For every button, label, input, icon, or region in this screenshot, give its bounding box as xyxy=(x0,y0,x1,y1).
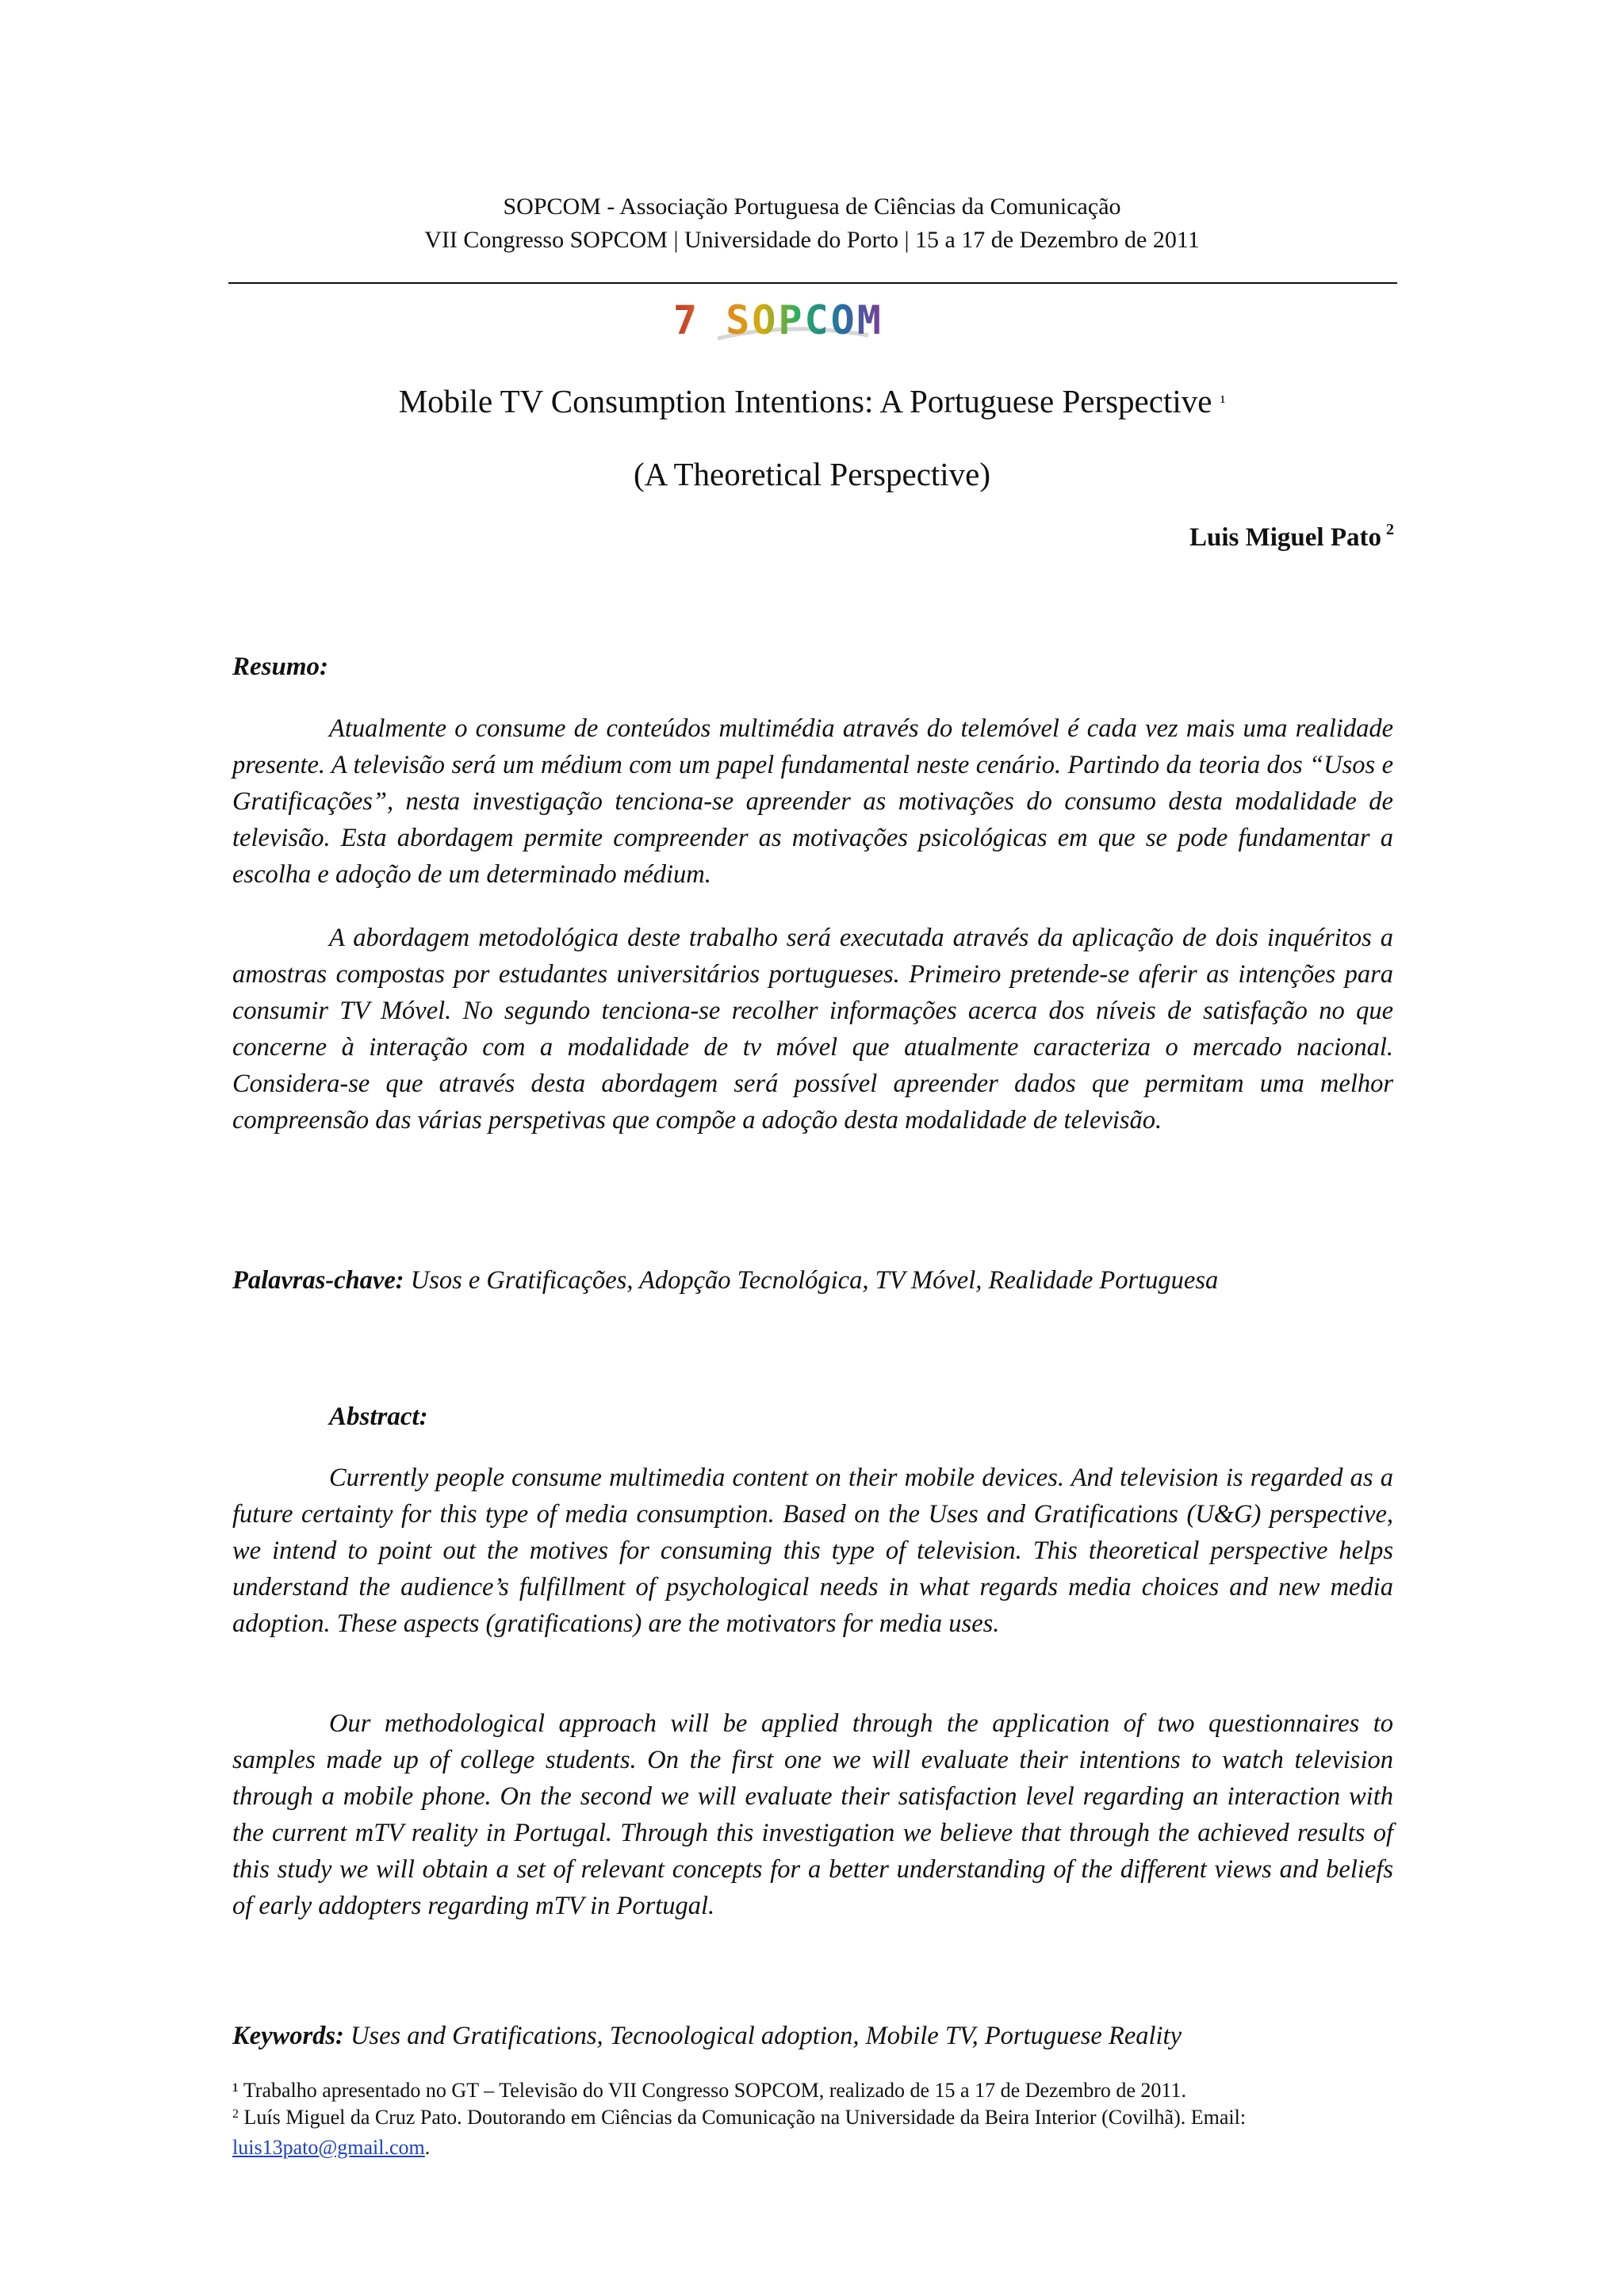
header-line-association: SOPCOM - Associação Portuguesa de Ciências da Comunicação xyxy=(503,193,1121,220)
abstract-keywords-text: Uses and Gratifications, Tecnoological adoption, Mobile TV, Portuguese Reality xyxy=(350,2022,1182,2050)
footnote-2-email-line xyxy=(232,2134,1393,2161)
resumo-paragraph-2: A abordagem metodológica deste trabalho será executada através da aplicação de dois inquéritos a amostras compostas por estudantes universitários portugueses. Primeiro pretende-se aferir as intenções para consumir TV Móvel. No segundo tenciona-se recolher informações acerca dos níveis de satisfação no que concerne à interação com a modalidade de tv móvel que atualmente caracteriza o mercado nacional. Considera-se que através desta abordagem será possível apreender dados que permitam uma melhor compreensão das várias perspetivas que compõe a adoção desta modalidade de televisão. xyxy=(232,924,1393,1135)
footnote-2-mark: 2 xyxy=(232,2107,239,2121)
abstract-keywords xyxy=(232,2018,1393,2054)
footnote-2-text: Luís Miguel da Cruz Pato. Doutorando em Ciências da Comunicação na Universidade da Beira Interior (Covilhã). Email: xyxy=(243,2106,1247,2129)
resumo-paragraph-1: Atualmente o consume de conteúdos multimédia através do telemóvel é cada vez mais uma realidade presente. A televisão será um médium com um papel fundamental neste cenário. Partindo da teoria dos “Usos e Gratificações”, nesta investigação tenciona-se apreender as motivações do consumo desta modalidade de televisão. Esta abordagem permite compreender as motivações psicológicas em que se pode fundamentar a escolha e adoção de um determinado médium. xyxy=(232,714,1393,889)
abstract-keywords-label: Keywords: xyxy=(232,2022,344,2050)
footnote-1-mark: ¹ xyxy=(232,2079,239,2102)
footnote-1-text: Trabalho apresentado no GT – Televisão do VII Congresso SOPCOM, realizado de 15 a 17 de Dezembro de 2011. xyxy=(243,2079,1186,2102)
author-footnote-mark: 2 xyxy=(1386,521,1394,538)
header-line-congress: VII Congresso SOPCOM | Universidade do Porto | 15 a 17 de Dezembro de 2011 xyxy=(424,227,1200,253)
resumo-keywords-text: Usos e Gratificações, Adopção Tecnológica, TV Móvel, Realidade Portuguesa xyxy=(410,1266,1219,1295)
logo-wordmark: 7 SOPCOM xyxy=(673,297,883,343)
author-line xyxy=(1189,520,1394,558)
abstract-paragraph-2: Our methodological approach will be applied through the application of two questionnaires to samples made up of college students. On the first one we will evaluate their intentions to watch television through a mobile phone. On the second we will evaluate their satisfaction level regarding an interaction with the current mTV reality in Portugal. Through this investigation we believe that through the achieved results of this study we will obtain a set of relevant concepts for a better understanding of the different views and beliefs of early addopters regarding mTV in Portugal. xyxy=(232,1709,1393,1920)
footnote-2-end: . xyxy=(424,2136,431,2159)
abstract-paragraph-1: Currently people consume multimedia content on their mobile devices. And television is regarded as a future certainty for this type of media consumption. Based on the Uses and Gratifications (U&G) perspective, we intend to point out the motives for consuming this type of television. This theoretical perspective helps understand the audience’s fulfillment of psychological needs in what regards media choices and new media adoption. These aspects (gratifications) are the motivators for media uses. xyxy=(232,1464,1393,1638)
resumo-keywords xyxy=(232,1262,1393,1299)
paper-title xyxy=(230,379,1394,429)
paper-title-text: Mobile TV Consumption Intentions: A Portuguese Perspective xyxy=(398,383,1212,419)
footnotes xyxy=(232,2077,1393,2161)
footnote-2 xyxy=(232,2104,1393,2134)
author-name: Luis Miguel Pato xyxy=(1189,523,1381,552)
footnote-1 xyxy=(232,2077,1393,2104)
author-email-link[interactable]: luis13pato@gmail.com xyxy=(232,2136,425,2159)
header-divider xyxy=(228,282,1397,284)
conference-header xyxy=(230,190,1394,257)
sopcom-logo xyxy=(670,297,908,346)
paper-subtitle: (A Theoretical Perspective) xyxy=(633,456,991,492)
resumo-heading: Resumo: xyxy=(232,652,329,681)
abstract-heading: Abstract: xyxy=(329,1402,428,1431)
resumo-keywords-label: Palavras-chave: xyxy=(232,1266,404,1295)
title-footnote-mark: ¹ xyxy=(1220,392,1226,411)
